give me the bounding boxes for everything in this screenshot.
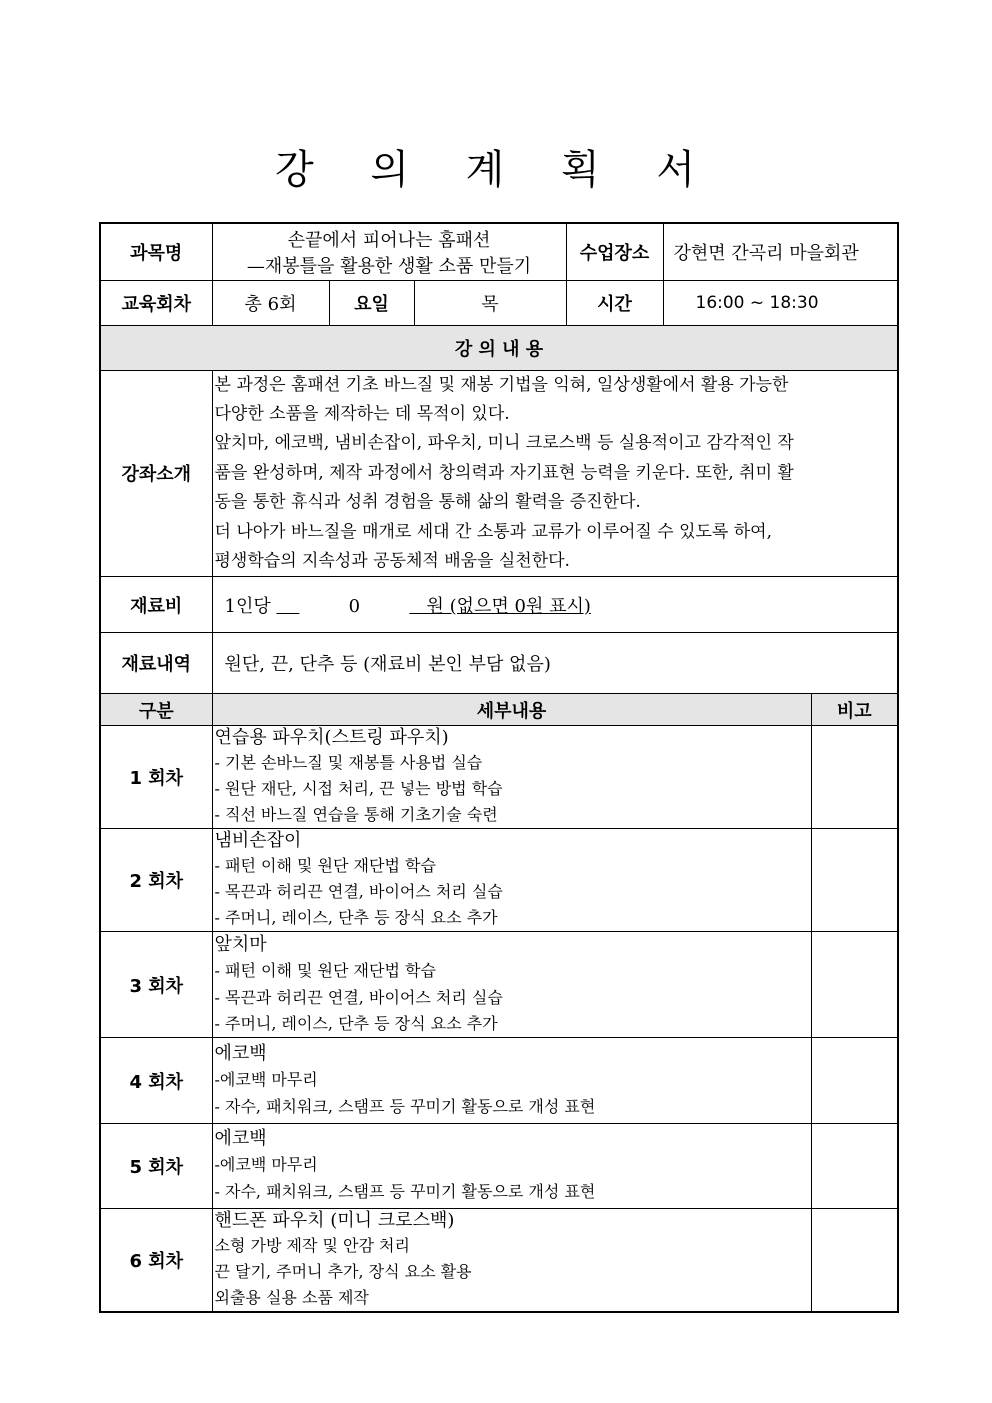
- session-note: [811, 1209, 898, 1313]
- col-session-header: 구분: [100, 694, 212, 726]
- session-item: 끈 달기, 주머니 추가, 장식 요소 활용: [214, 1262, 472, 1282]
- table-row: [100, 1124, 898, 1209]
- session-note: [811, 829, 898, 932]
- session-note: [811, 1124, 898, 1209]
- time-label: 시간: [566, 280, 663, 325]
- session-note: [811, 1038, 898, 1124]
- session-item: 외출용 실용 소품 제작: [214, 1288, 369, 1308]
- session-label: 6 회차: [100, 1209, 212, 1313]
- subject-value: [212, 223, 566, 280]
- session-item: - 패턴 이해 및 원단 재단법 학습: [214, 856, 436, 876]
- session-item: - 목끈과 허리끈 연결, 바이어스 처리 실습: [214, 987, 503, 1007]
- session-title: 연습용 파우치(스트링 파우치): [214, 727, 449, 749]
- intro-label: 강좌소개: [100, 370, 212, 577]
- session-title: 앞치마: [214, 933, 267, 955]
- session-item: - 원단 재단, 시접 처리, 끈 넣는 방법 학습: [214, 779, 503, 799]
- subject-line2: —재봉틀을 활용한 생활 소품 만들기: [246, 255, 532, 277]
- sessions-label: 교육회차: [100, 280, 212, 325]
- cost-suffix: 원 (없으면 0원 표시): [426, 595, 591, 617]
- session-title: 핸드폰 파우치 (미니 크로스백): [214, 1210, 455, 1232]
- session-note: [811, 726, 898, 829]
- session-item: - 패턴 이해 및 원단 재단법 학습: [214, 960, 436, 980]
- session-item: - 자수, 패치워크, 스탬프 등 꾸미기 활동으로 개성 표현: [214, 1096, 596, 1116]
- session-item: - 기본 손바느질 및 재봉틀 사용법 실습: [214, 753, 483, 773]
- session-detail: [212, 1038, 811, 1124]
- venue-value: 강현면 간곡리 마을회관: [663, 223, 898, 280]
- session-note: [811, 932, 898, 1038]
- intro-line: 동을 통한 휴식과 성취 경험을 통해 삶의 활력을 증진한다.: [214, 492, 641, 513]
- material-cost-label: 재료비: [100, 577, 212, 633]
- session-item: - 자수, 패치워크, 스탬프 등 꾸미기 활동으로 개성 표현: [214, 1182, 596, 1202]
- material-detail-value: 원단, 끈, 단추 등 (재료비 본인 부담 없음): [212, 633, 898, 694]
- intro-line: 더 나아가 바느질을 매개로 세대 간 소통과 교류가 이루어질 수 있도록 하여,: [214, 521, 773, 542]
- table-row: [100, 829, 898, 932]
- intro-line: 평생학습의 지속성과 공동체적 배움을 실천한다.: [214, 550, 570, 571]
- subject-line1: 손끝에서 피어나는 홈패션: [287, 229, 491, 251]
- lecture-plan-table: [99, 222, 899, 1313]
- session-detail: [212, 1124, 811, 1209]
- intro-line: 다양한 소품을 제작하는 데 목적이 있다.: [214, 403, 510, 424]
- session-item: - 직선 바느질 연습을 통해 기초기술 숙련: [214, 805, 498, 825]
- intro-line: 앞치마, 에코백, 냄비손잡이, 파우치, 미니 크로스백 등 실용적이고 감각적인 작: [214, 433, 794, 454]
- col-detail-header: 세부내용: [212, 694, 811, 726]
- session-label: 1 회차: [100, 726, 212, 829]
- session-item: -에코백 마무리: [214, 1155, 318, 1175]
- venue-label: 수업장소: [566, 223, 663, 280]
- session-label: 5 회차: [100, 1124, 212, 1209]
- session-label: 4 회차: [100, 1038, 212, 1124]
- session-item: - 주머니, 레이스, 단추 등 장식 요소 추가: [214, 1013, 498, 1033]
- intro-line: 본 과정은 홈패션 기초 바느질 및 재봉 기법을 익혀, 일상생활에서 활용 가능한: [214, 374, 789, 395]
- cost-prefix: 1인당: [224, 595, 271, 617]
- session-detail: [212, 726, 811, 829]
- session-detail: [212, 932, 811, 1038]
- col-note-header: 비고: [811, 694, 898, 726]
- table-row: [100, 726, 898, 829]
- content-header: 강 의 내 용: [100, 325, 898, 370]
- intro-line: 품을 완성하며, 제작 과정에서 창의력과 자기표현 능력을 키운다. 또한, 취미 활: [214, 462, 794, 483]
- day-value: 목: [414, 280, 566, 325]
- session-item: - 주머니, 레이스, 단추 등 장식 요소 추가: [214, 908, 498, 928]
- time-value: 16:00 ~ 18:30: [663, 280, 898, 325]
- session-label: 2 회차: [100, 829, 212, 932]
- session-title: 에코백: [214, 1128, 267, 1150]
- table-row: [100, 1038, 898, 1124]
- material-cost-value: [212, 577, 898, 633]
- day-label: 요일: [329, 280, 414, 325]
- material-detail-label: 재료내역: [100, 633, 212, 694]
- session-item: - 목끈과 허리끈 연결, 바이어스 처리 실습: [214, 882, 503, 902]
- cost-amount: 0: [348, 595, 361, 617]
- session-title: 냄비손잡이: [214, 830, 302, 852]
- session-item: 소형 가방 제작 및 안감 처리: [214, 1236, 410, 1256]
- sessions-value: 총 6회: [212, 280, 329, 325]
- session-detail: [212, 1209, 811, 1313]
- page-title: 강 의 계 획 서: [274, 147, 718, 193]
- table-row: [100, 1209, 898, 1313]
- session-title: 에코백: [214, 1042, 267, 1064]
- table-row: [100, 932, 898, 1038]
- session-detail: [212, 829, 811, 932]
- session-item: -에코백 마무리: [214, 1069, 318, 1089]
- session-label: 3 회차: [100, 932, 212, 1038]
- subject-label: 과목명: [100, 223, 212, 280]
- intro-text: [212, 370, 898, 577]
